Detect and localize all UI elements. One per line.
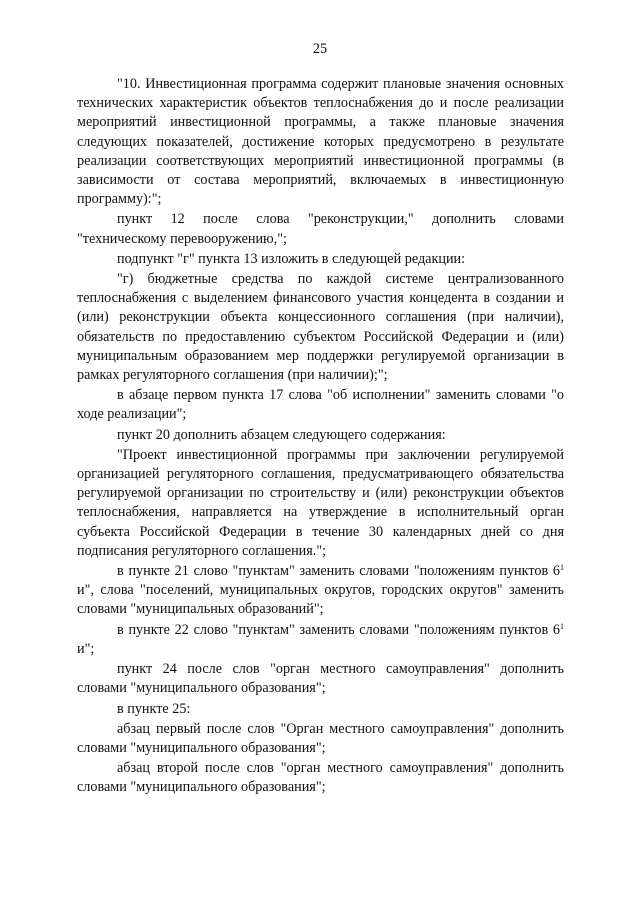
paragraph-point-12: пункт 12 после слова "реконструкции," дополнить словами "техническому перевооружению,"; — [77, 211, 564, 247]
superscript: 1 — [560, 563, 564, 573]
paragraph-item-10: "10. Инвестиционная программа содержит плановые значения основных технических характеристик объектов теплоснабжения до и после реализации мероприятий инвестиционной программы, а также плановые значения следующих показателей, достижение которых предусмотрено в результате реализации соответствующих мероприятий инвестиционной программы (в зависимости от состава мероприятий, включаемых в инвестиционную программу):"; — [77, 76, 564, 208]
text-run: и", слова "поселений, муниципальных округов, городских округов" заменить словами "муниципальных образований"; — [77, 582, 564, 618]
paragraph-point-22 — [77, 621, 564, 659]
superscript: 1 — [560, 621, 564, 631]
text-run: и"; — [77, 640, 95, 657]
paragraph-point-20-text: "Проект инвестиционной программы при заключении регулируемой организацией регуляторного соглашения, предусматривающего обязательства регулируемой организации по строительству и (или) реконструкции объектов теплоснабжения, направляется на утверждение в исполнительный орган субъекта Российской Федерации в течение 30 календарных дней со дня подписания регуляторного соглашения."; — [77, 446, 564, 559]
paragraph-point-25-second: абзац второй после слов "орган местного самоуправления" дополнить словами "муниципального образования"; — [77, 760, 564, 796]
paragraph-point-25-heading: в пункте 25: — [117, 700, 191, 717]
paragraph-point-20-heading: пункт 20 дополнить абзацем следующего содержания: — [117, 426, 446, 443]
paragraph-subpoint-g-heading: подпункт "г" пункта 13 изложить в следующей редакции: — [117, 250, 466, 267]
text-run: в пункте 21 слово "пунктам" заменить словами "положениям пунктов 6 — [117, 563, 560, 580]
text-run: в пункте 22 слово "пунктам" заменить словами "положениям пунктов 6 — [117, 621, 560, 638]
page-number: 25 — [312, 41, 328, 57]
paragraph-point-17: в абзаце первом пункта 17 слова "об исполнении" заменить словами "о ходе реализации"; — [77, 387, 564, 423]
paragraph-point-24: пункт 24 после слов "орган местного самоуправления" дополнить словами "муниципального образования"; — [77, 661, 564, 697]
paragraph-subpoint-g: "г) бюджетные средства по каждой системе централизованного теплоснабжения с выделением финансового участия концедента в создании и (или) реконструкции объекта концессионного соглашения (при наличии), обязательств по предоставлению субъектом Российской Федерации и (или) муниципальным образованием мер поддержки регулируемой организации в рамках регуляторного соглашения (при наличии);"; — [77, 271, 564, 384]
paragraph-point-25-first: абзац первый после слов "Орган местного самоуправления" дополнить словами "муниципального образования"; — [77, 720, 564, 756]
document-body — [77, 75, 564, 798]
paragraph-point-21 — [77, 562, 564, 620]
